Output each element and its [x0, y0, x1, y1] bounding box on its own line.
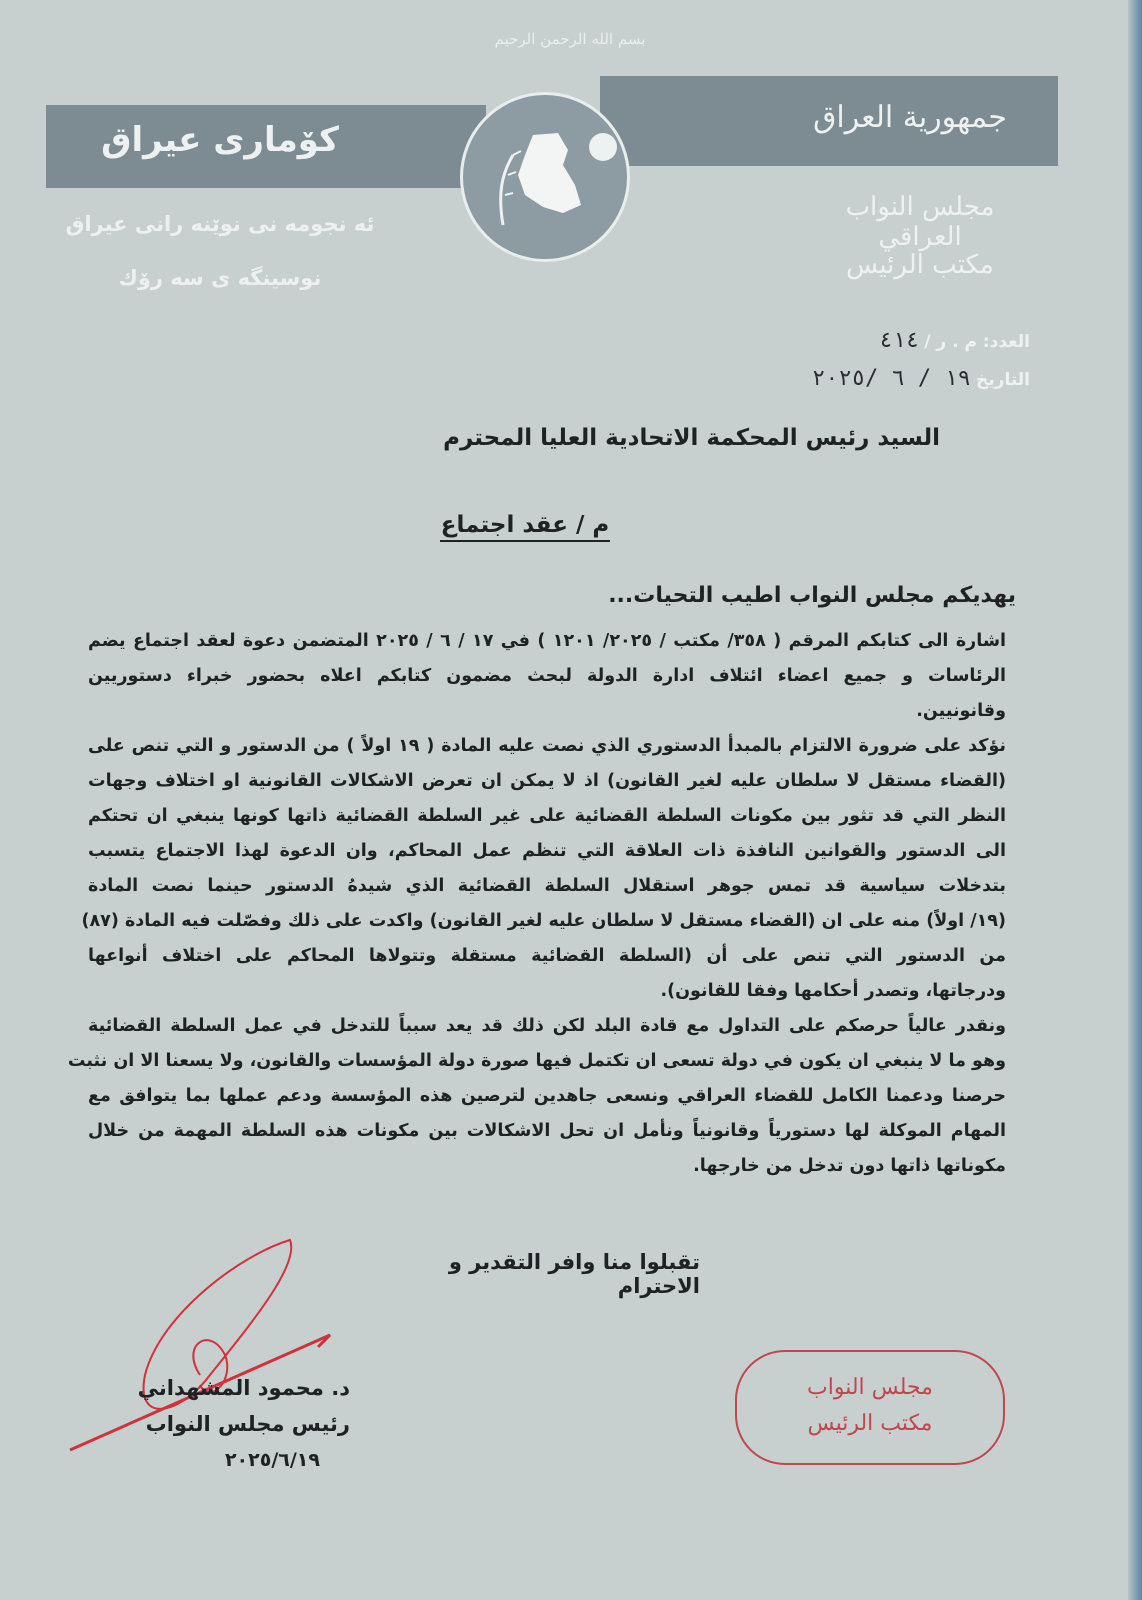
- reference-number-value: ٤١٤: [879, 328, 920, 353]
- kurdish-council-name: ئه نجومه نی نوێنه رانی عیراق: [65, 212, 375, 236]
- body-line: حرصنا ودعمنا الكامل للقضاء العراقي ونسعى جاهدين لترصين هذه المؤسسة ودعم عملها بما يتوافق مع: [88, 1086, 1006, 1106]
- reference-number-label: العدد: م . ر /: [924, 332, 1030, 352]
- body-line: من الدستور التي تنص على أن (السلطة القضائية مستقلة وتتولاها المحاكم على اختلاف أنواعها: [88, 946, 1006, 966]
- body-line: نؤكد على ضرورة الالتزام بالمبدأ الدستوري الذي نصت عليه المادة ( ١٩ اولاً ) من الدستور و التي تنص على: [88, 736, 1007, 756]
- body-line: (١٩/ اولاً) منه على ان (القضاء مستقل لا سلطان عليه لغير القانون) واكدت على ذلك وفصّلت فيه المادة (٨٧): [81, 911, 1006, 931]
- body-line: ونقدر عالياً حرصكم على التداول مع قادة البلد لكن ذلك قد يعد سبباً للتدخل في عمل السلطة القضائية: [88, 1016, 1006, 1036]
- reference-date: [760, 366, 1030, 391]
- kurdish-office-name: نوسینگه ى سه رۆك: [118, 266, 322, 290]
- signer-title: رئيس مجلس النواب: [145, 1412, 350, 1436]
- body-line: ودرجاتها، وتصدر أحكامها وفقا للقانون).: [660, 981, 1006, 1001]
- iraq-map-icon: [463, 95, 627, 259]
- body-line: الرئاسات و جميع اعضاء ائتلاف ادارة الدولة لبحث مضمون كتابكم اعلاه بحضور خبراء دستوريين: [88, 666, 1006, 686]
- reference-date-label: التاريخ: [976, 370, 1030, 390]
- stamp-line-2: مكتب الرئيس: [807, 1411, 933, 1436]
- closing: تقبلوا منا وافر التقدير و الاحترام: [448, 1250, 700, 1298]
- letter-body: [67, 624, 1007, 1184]
- kurdish-republic-title: كۆماری عیراق: [101, 120, 339, 160]
- office-stamp: [735, 1350, 1005, 1465]
- signer-name: د. محمود المشهداني: [137, 1376, 350, 1400]
- body-line: اشارة الى كتابكم المرقم ( ٣٥٨/ مكتب / ٢٠٢٥/ ١٢٠١ ) في ١٧ / ٦ / ٢٠٢٥ المتضمن دعوة لعقد اجتماع يضم: [88, 631, 1007, 651]
- paragraph-2: [81, 729, 1007, 1009]
- reference-date-value: ١٩ / ٦ /٢٠٢٥: [811, 366, 971, 391]
- body-line: بتدخلات سياسية قد تمس جوهر استقلال السلطة القضائية الذي شيدهُ الدستور حينما نصت المادة: [88, 876, 1006, 896]
- arabic-council-name: مجلس النواب العراقي: [845, 192, 995, 252]
- signer-block: [60, 1370, 350, 1478]
- body-line: النظر التي قد تثور بين مكونات السلطة القضائية على غير السلطة القضائية ذاتها كونها ينبغي ان تحتكم: [88, 806, 1006, 826]
- paragraph-3: [67, 1009, 1006, 1184]
- reference-number: [780, 328, 1030, 353]
- greeting: يهديكم مجلس النواب اطيب التحيات...: [608, 583, 1016, 608]
- body-line: الى الدستور والقوانين النافذة ذات العلاقة التي تنظم عمل المحاكم، وان الدعوة لهذا الاجتماع يتسبب: [88, 841, 1006, 861]
- stamp-line-1: مجلس النواب: [807, 1375, 933, 1400]
- body-line: (القضاء مستقل لا سلطان عليه لغير القانون) اذ لا يمكن ان تعرض الاشكالات القانونية او اختلاف وجهات: [88, 771, 1006, 791]
- arabic-office-name: مكتب الرئيس: [846, 250, 994, 280]
- paragraph-1: [88, 624, 1006, 729]
- page-edge: [1128, 0, 1142, 1600]
- signer-date: ٢٠٢٥/٦/١٩: [224, 1449, 320, 1471]
- body-line: وهو ما لا ينبغي ان يكون في دولة تسعى ان تكتمل فيها صورة دولة المؤسسات والقانون، ولا يسعنا الا ان نثبت: [67, 1051, 1006, 1071]
- body-line: مكوناتها ذاتها دون تدخل من خارجها.: [693, 1156, 1006, 1176]
- basmala: بسم الله الرحمن الرحيم: [494, 30, 646, 48]
- parliament-logo: [460, 92, 630, 262]
- recipient: السيد رئيس المحكمة الاتحادية العليا المحترم: [443, 425, 940, 451]
- body-line: المهام الموكلة لها دستورياً وقانونياً ونأمل ان تحل الاشكالات بين مكونات هذه السلطة المهمة من خلال: [88, 1121, 1006, 1141]
- arabic-republic-title: جمهورية العراق: [813, 100, 1007, 135]
- subject: م / عقد اجتماع: [440, 512, 610, 542]
- body-line: وقانونيين.: [916, 701, 1006, 721]
